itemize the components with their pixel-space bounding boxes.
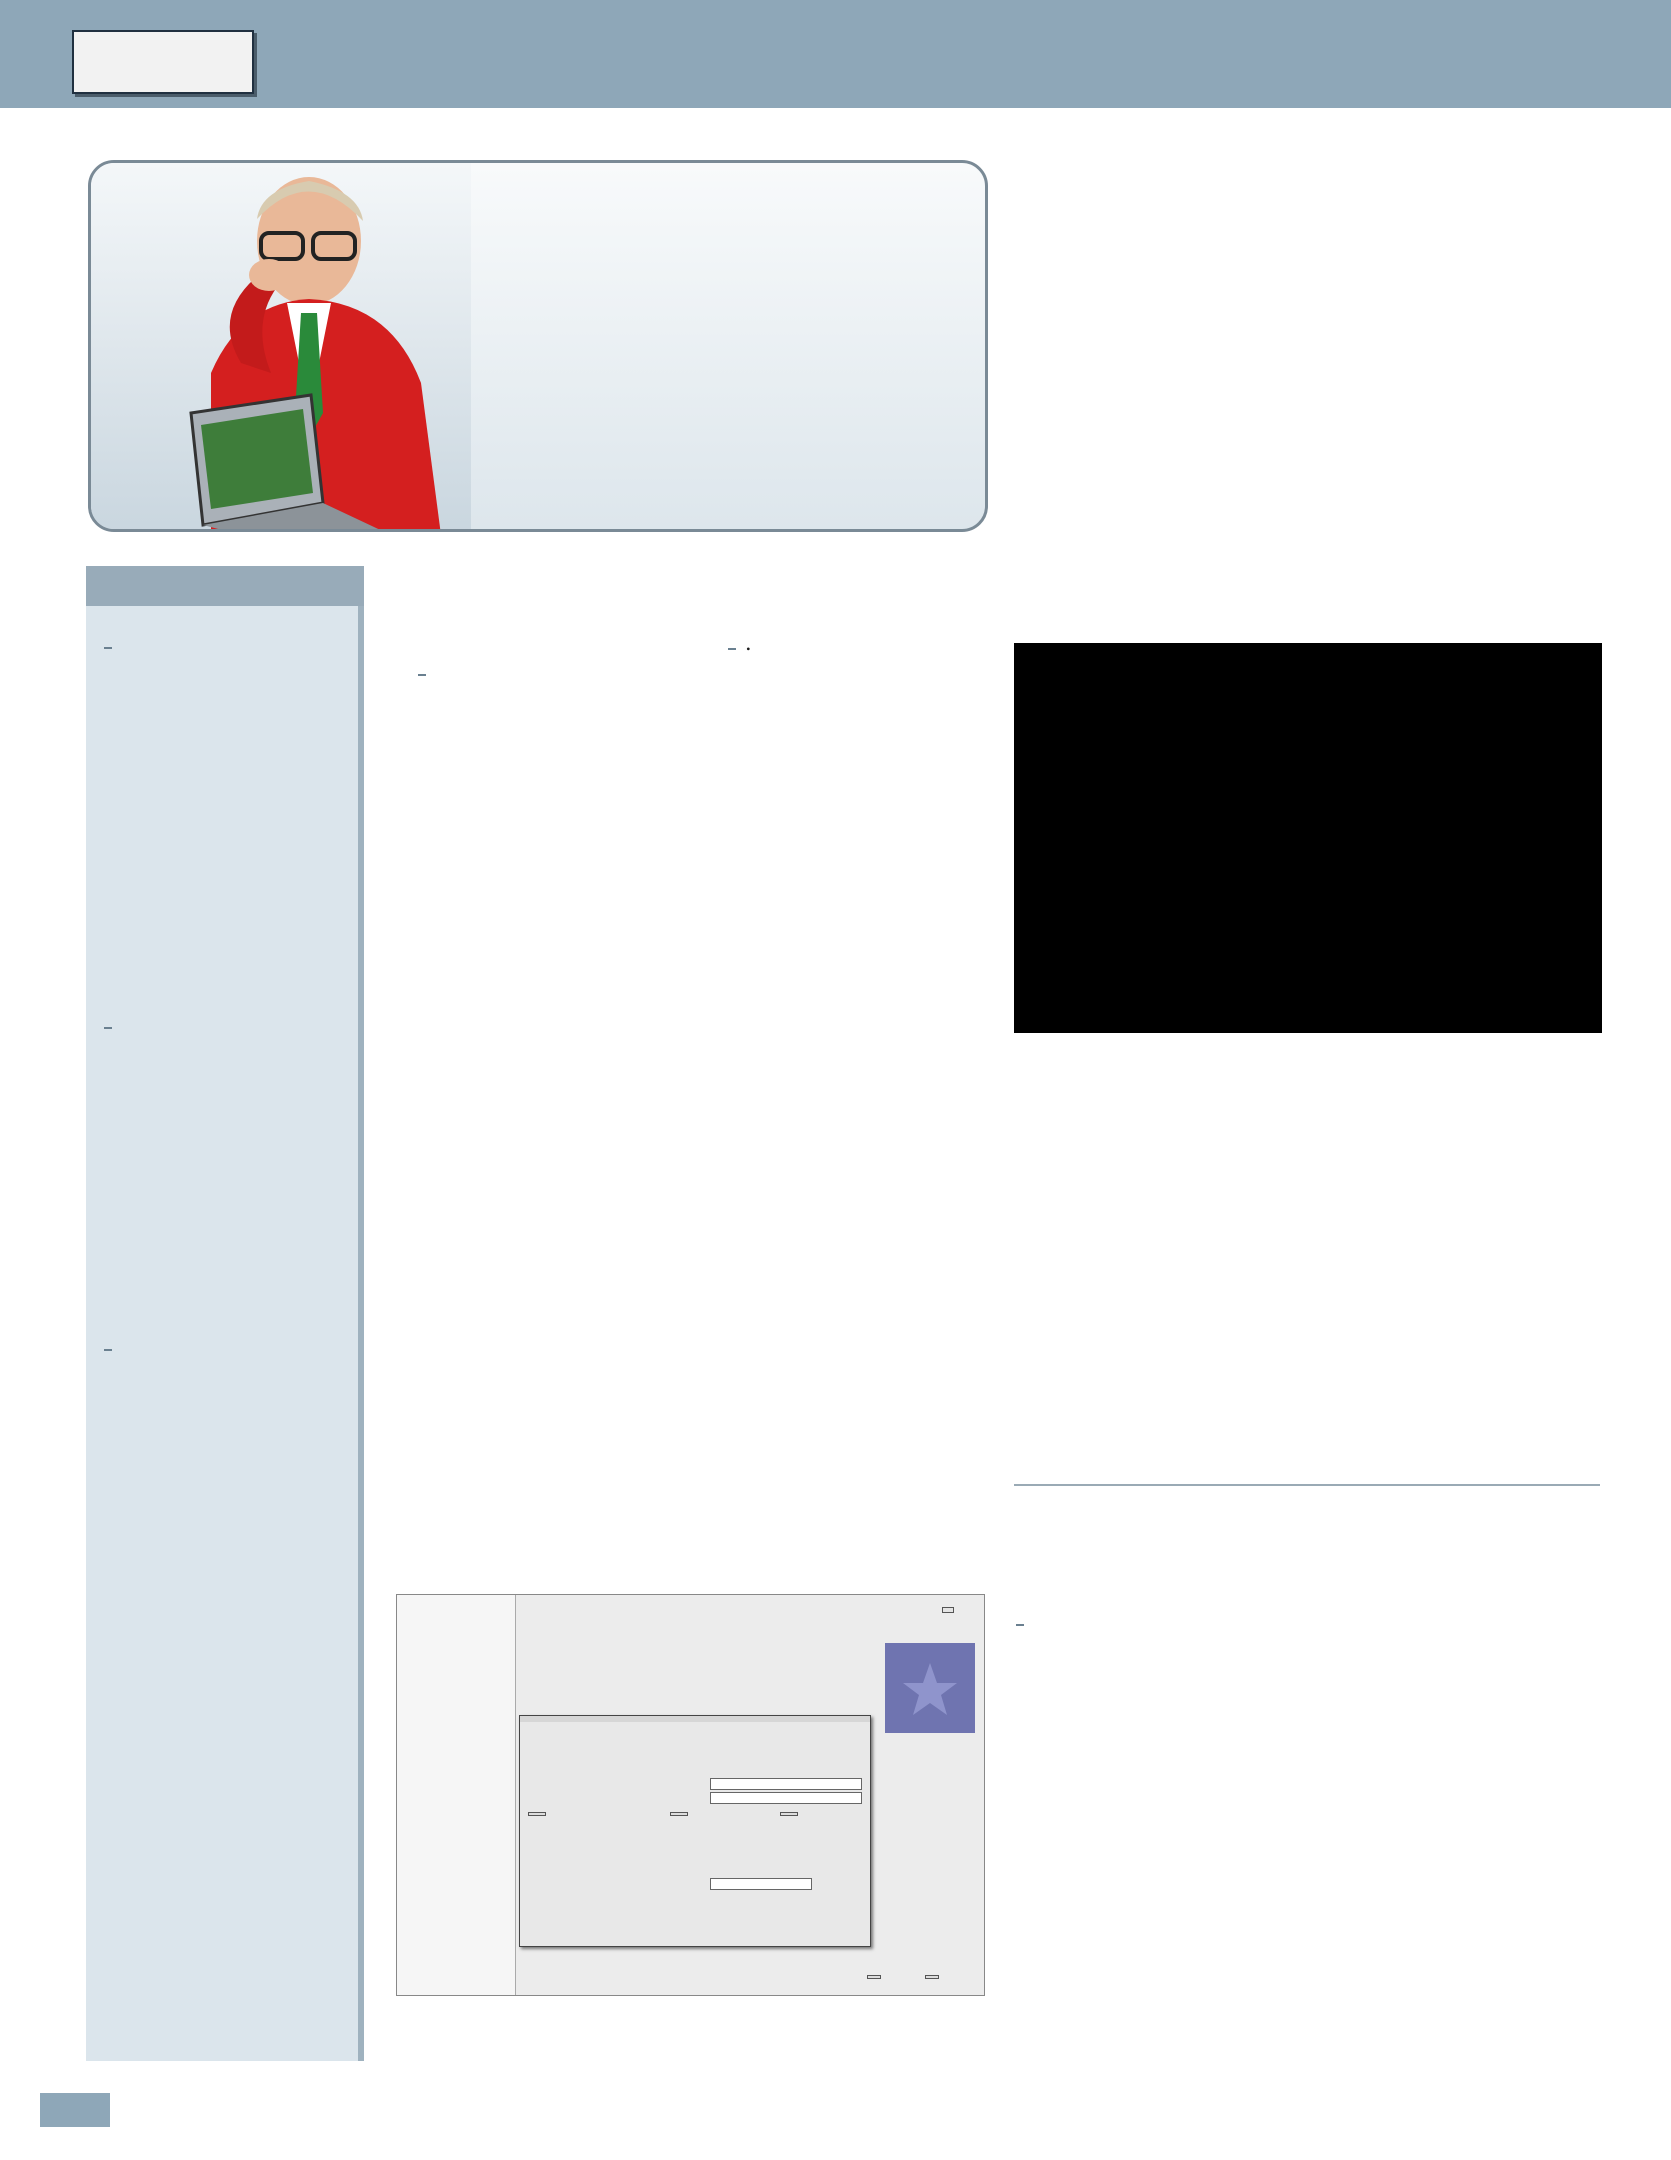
video-mode-select[interactable] (710, 1878, 812, 1890)
linux-col-1 (396, 630, 672, 684)
images-col-1 (1014, 1580, 1290, 1634)
linux-col-2 (706, 630, 984, 658)
dialog-title (520, 1716, 870, 1722)
hero-illustration (91, 163, 471, 532)
ref-number (104, 1349, 112, 1351)
dialog-cancel-button[interactable] (670, 1812, 688, 1816)
boot-device-select[interactable] (710, 1778, 862, 1790)
answer-paragraph-end (1014, 1606, 1290, 1634)
reinst-col-2 (1324, 226, 1600, 252)
ref-number (104, 1027, 112, 1029)
hero-laptop-text (241, 413, 391, 473)
hero-banner (88, 160, 988, 532)
window-cancel-button[interactable] (925, 1975, 939, 1979)
configure-button[interactable] (942, 1607, 954, 1613)
ref-number (104, 647, 112, 649)
glossary-item-resolucion (102, 1330, 352, 1356)
delay-input[interactable] (710, 1792, 862, 1804)
section-tab (72, 30, 254, 94)
glossary-item-particion (102, 628, 352, 654)
window-ok-button[interactable] (867, 1975, 881, 1979)
page-number-tab (40, 2093, 110, 2127)
section-divider (1014, 1484, 1600, 1486)
bootloader-dialog (519, 1715, 871, 1947)
answer-paragraph (396, 656, 672, 684)
glossary-header (86, 566, 364, 606)
dialog-ok-button[interactable] (528, 1812, 546, 1816)
preview-thumbnail (885, 1643, 975, 1733)
glossary-item-sistema-archivos (102, 1008, 352, 1034)
config-tree-panel (397, 1595, 516, 1995)
glossary-sidebar (86, 566, 364, 2061)
dialog-advanced-button[interactable] (780, 1812, 798, 1816)
lilo-config-screenshot (396, 1594, 985, 1996)
answer-paragraph: . (706, 630, 984, 658)
dos-boot-menu-screenshot (1014, 643, 1602, 1033)
